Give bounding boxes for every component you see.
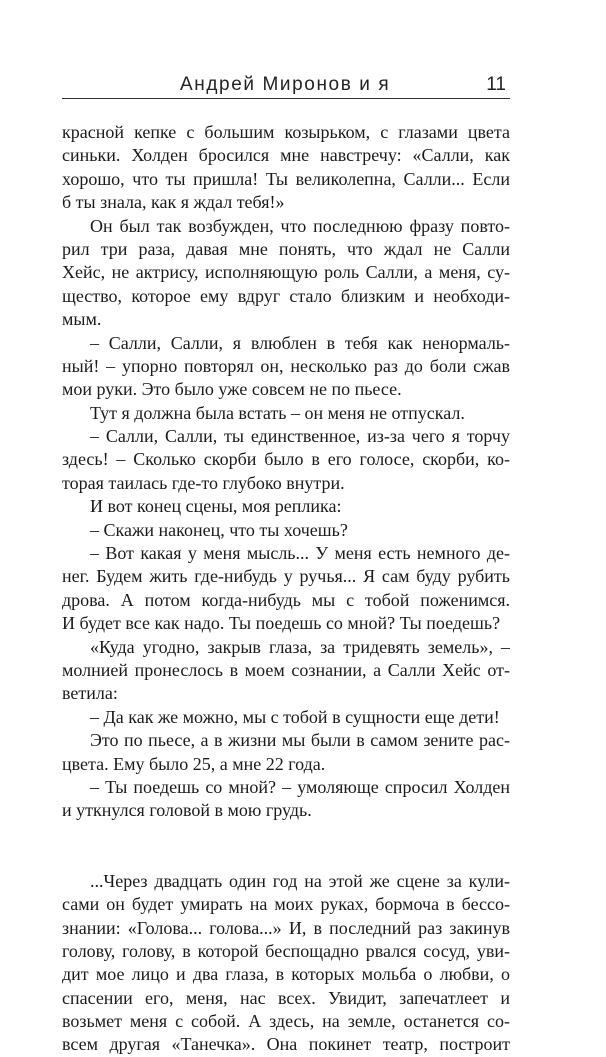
- text-line: красной кепке с большим козырьком, с глазами цвета: [62, 122, 510, 142]
- text-line: здесь! – Сколько скорби было в его голосе, скорби, ко-: [62, 449, 510, 470]
- text-line: Он был так возбужден, что последнюю фразу повто-: [90, 215, 510, 236]
- text-line: – Да как же можно, мы с тобой в сущности еще дети!: [90, 706, 500, 727]
- text-line: сами он будет умирать на моих руках, бормоча в бессо-: [62, 894, 510, 915]
- text-line: ветила:: [62, 683, 118, 704]
- text-line: ...Через двадцать один год на этой же сцене за кули-: [90, 870, 510, 891]
- text-line: возьмет меня с собой. А здесь, на земле, останется со-: [62, 1011, 510, 1032]
- text-line: Хейс, не актрису, исполняющую роль Салли, а меня, су-: [62, 262, 510, 283]
- text-line: рил три раза, давая мне понять, что ждал не Салли: [62, 238, 510, 259]
- text-line: хорошо, что ты пришла! Ты великолепна, Салли... Если: [62, 168, 510, 189]
- text-line: спасении его, меня, нас всех. Увидит, запечатлеет и: [62, 987, 510, 1008]
- page-number: 11: [486, 74, 506, 95]
- text-line: Тут я должна была встать – он меня не отпускал.: [90, 402, 465, 423]
- text-line: голову, голову, в которой беспощадно рвался сосуд, уви-: [62, 940, 510, 961]
- text-line: ный! – упорно повторял он, несколько раз до боли сжав: [62, 355, 510, 376]
- text-line: мым.: [62, 309, 102, 330]
- text-line: цвета. Ему было 25, а мне 22 года.: [62, 753, 326, 774]
- text-line: б ты знала, как я ждал тебя!»: [62, 192, 285, 213]
- text-line: – Скажи наконец, что ты хочешь?: [90, 519, 348, 540]
- text-line: дит мое лицо и два глаза, в которых мольба о любви, о: [62, 964, 510, 985]
- text-line: – Салли, Салли, я влюблен в тебя как ненормаль-: [90, 332, 510, 353]
- running-header: [62, 64, 510, 99]
- text-line: синьки. Холден бросился мне навстречу: «Салли, как: [62, 145, 510, 166]
- text-line: Это по пьесе, а в жизни мы были в самом зените рас-: [90, 730, 510, 751]
- text-line: щество, которое ему вдруг стало близким и необходи-: [62, 285, 510, 306]
- text-line: знании: «Голова... голова...» И, в последний раз закинув: [62, 917, 510, 938]
- book-title: Андрей Миронов и я: [180, 74, 391, 95]
- text-line: И вот конец сцены, моя реплика:: [90, 496, 342, 517]
- text-line: нег. Будем жить где-нибудь у ручья... Я сам буду рубить: [62, 566, 510, 587]
- text-line: торая таилась где-то глубоко внутри.: [62, 472, 345, 493]
- text-line: – Ты поедешь со мной? – умоляюще спросил Холден: [90, 776, 510, 797]
- body-text: [62, 121, 510, 1057]
- text-line: и уткнулся головой в мою грудь.: [62, 800, 312, 821]
- text-line: «Куда угодно, закрыв глаза, за тридевять земель», –: [90, 636, 510, 657]
- text-line: – Вот какая у меня мысль... У меня есть немного де-: [90, 543, 510, 564]
- text-line: – Салли, Салли, ты единственное, из-за чего я торчу: [90, 426, 510, 447]
- text-line: дрова. А потом когда-нибудь мы с тобой поженимся.: [62, 589, 510, 610]
- text-line: всем другая «Танечка». Она покинет театр, построит: [62, 1034, 510, 1055]
- section-break: [62, 823, 510, 870]
- text-line: И будет все как надо. Ты поедешь со мной? Ты поедешь?: [62, 613, 501, 634]
- text-line: молнией пронеслось в моем сознании, а Салли Хейс от-: [62, 659, 510, 680]
- text-line: мои руки. Это было уже совсем не по пьесе.: [62, 379, 402, 400]
